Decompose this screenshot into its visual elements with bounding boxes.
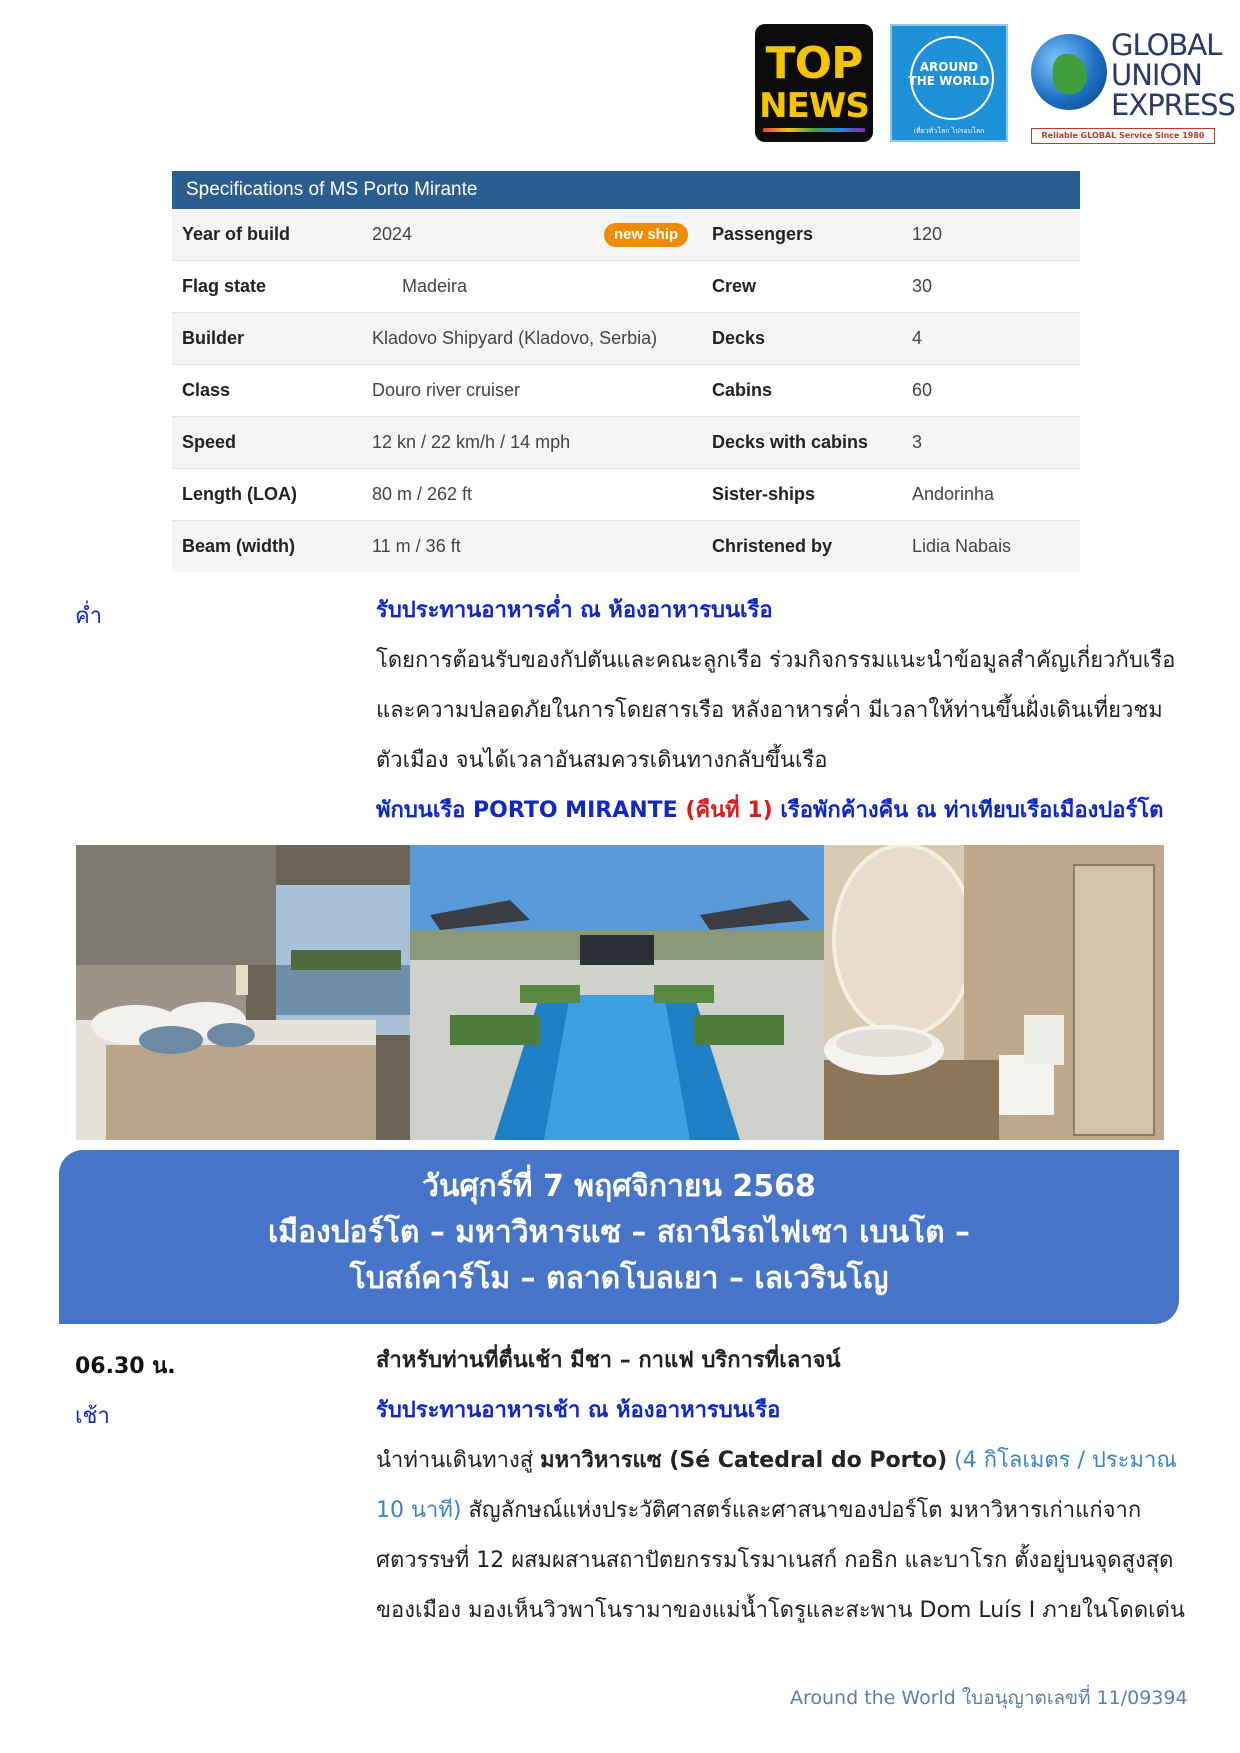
dinner-desc-line2: และความปลอดภัยในการโดยสารเรือ หลังอาหารค่ำ มีเวลาให้ท่านขึ้นฝั่งเดินเที่ยวชม	[376, 698, 1163, 723]
dinner-title: รับประทานอาหารค่ำ ณ ห้องอาหารบนเรือ	[376, 598, 773, 623]
spec-value: 120	[912, 224, 943, 244]
atw-logo-sub: เที่ยวทั่วโลก ไปรอบโลก	[913, 127, 985, 135]
cathedral-line4: ของเมือง มองเห็นวิวพาโนรามาของแม่น้ำโดรูและสะพาน Dom Luís I ภายในโดดเด่น	[376, 1598, 1185, 1623]
gue-logo-tagline: Reliable GLOBAL Service Since 1980	[1031, 128, 1215, 144]
time-label: 06.30 น.	[75, 1354, 176, 1379]
topnews-logo	[755, 24, 873, 142]
spec-value: 2024	[372, 224, 413, 244]
spec-label: Sister-ships	[712, 484, 816, 504]
spec-value: 60	[912, 380, 933, 400]
bathroom-photo	[824, 845, 1164, 1140]
spec-value: Andorinha	[912, 484, 995, 504]
spec-label: Passengers	[712, 224, 814, 244]
table-row	[172, 209, 1080, 261]
cabin-photo	[76, 845, 410, 1140]
cathedral-name: มหาวิหารแซ (Sé Catedral do Porto)	[540, 1448, 948, 1473]
spec-label: Beam (width)	[182, 536, 296, 556]
atw-logo-line2: THE WORLD	[908, 74, 990, 88]
breakfast-label: เช้า	[75, 1404, 110, 1429]
spec-label: Builder	[182, 328, 245, 348]
logo-bar	[755, 24, 1235, 144]
dinner-label: ค่ำ	[75, 604, 103, 629]
topnews-logo-line1: TOP	[765, 38, 863, 89]
table-row	[172, 313, 1080, 365]
spec-label: Crew	[712, 276, 757, 296]
gue-logo-line1: GLOBAL	[1111, 28, 1222, 62]
spec-label: Cabins	[712, 380, 773, 400]
cathedral-desc: สัญลักษณ์แห่งประวัติศาสตร์และศาสนาของปอร์โต มหาวิหารเก่าแก่จาก	[461, 1498, 1142, 1523]
overnight-night: (คืนที่ 1)	[685, 798, 773, 823]
pool-deck-photo	[410, 845, 824, 1140]
cathedral-line2	[376, 1486, 1176, 1536]
spec-label: Decks	[712, 328, 766, 348]
spec-value: Lidia Nabais	[912, 536, 1012, 556]
spec-value: 12 kn / 22 km/h / 14 mph	[372, 432, 571, 452]
overnight-place: เรือพักค้างคืน ณ ท่าเทียบเรือเมืองปอร์โต	[780, 798, 1164, 823]
topnews-logo-stripe	[763, 128, 865, 132]
spec-label: Year of build	[182, 224, 291, 244]
spec-value: 30	[912, 276, 933, 296]
day-banner-date: วันศุกร์ที่ 7 พฤศจิกายน 2568	[422, 1169, 816, 1204]
spec-label: Flag state	[182, 276, 267, 296]
spec-value: 80 m / 262 ft	[372, 484, 473, 504]
global-union-express-logo	[1027, 28, 1235, 144]
dinner-desc-line1: โดยการต้อนรับของกัปตันและคณะลูกเรือ ร่วมกิจกรรมแนะนำข้อมูลสำคัญเกี่ยวกับเรือ	[376, 648, 1176, 673]
day-banner	[59, 1150, 1179, 1324]
gue-logo-line2: UNION	[1111, 58, 1202, 92]
day-banner-route-1: เมืองปอร์โต – มหาวิหารแซ – สถานีรถไฟเซา เบนโต –	[267, 1215, 971, 1250]
table-row	[172, 417, 1080, 469]
gue-logo-line3: EXPRESS	[1111, 88, 1235, 122]
cathedral-distance: (4 กิโลเมตร / ประมาณ	[947, 1448, 1177, 1473]
spec-value: 11 m / 36 ft	[372, 536, 461, 556]
dinner-desc-line3: ตัวเมือง จนได้เวลาอันสมควรเดินทางกลับขึ้นเรือ	[376, 748, 828, 773]
spec-value: 3	[912, 432, 923, 452]
day-banner-route-2: โบสถ์คาร์โม – ตลาดโบลเยา – เลเวรินโญ	[349, 1261, 889, 1296]
spec-label: Christened by	[712, 536, 833, 556]
ship-photos	[76, 845, 1164, 1140]
table-row	[172, 261, 1080, 313]
globe-icon	[1031, 34, 1107, 110]
table-row	[172, 365, 1080, 417]
cathedral-lead: นำท่านเดินทางสู่	[376, 1448, 541, 1473]
spec-label: Length (LOA)	[182, 484, 297, 504]
cathedral-line3: ศตวรรษที่ 12 ผสมผสานสถาปัตยกรรมโรมาเนสก์ กอธิก และบาโรก ตั้งอยู่บนจุดสูงสุด	[376, 1548, 1174, 1573]
breakfast-title: รับประทานอาหารเช้า ณ ห้องอาหารบนเรือ	[376, 1398, 781, 1423]
spec-value: Kladovo Shipyard (Kladovo, Serbia)	[372, 328, 658, 348]
spec-value: Douro river cruiser	[372, 380, 521, 400]
topnews-logo-line2: NEWS	[759, 86, 869, 126]
cathedral-duration: 10 นาที)	[376, 1498, 462, 1523]
spec-value: 4	[912, 328, 923, 348]
overnight-line	[376, 786, 1176, 836]
morning-coffee-text: สำหรับท่านที่ตื่นเช้า มีชา – กาแฟ บริการที่เลาจน์	[376, 1348, 841, 1373]
atw-logo-line1: AROUND	[919, 60, 979, 74]
table-row	[172, 521, 1080, 572]
spec-label: Speed	[182, 432, 237, 452]
spec-label: Decks with cabins	[712, 432, 869, 452]
overnight-ship: พักบนเรือ PORTO MIRANTE	[376, 798, 678, 823]
spec-label: Class	[182, 380, 231, 400]
new-ship-badge: new ship	[604, 223, 688, 247]
cathedral-line1	[376, 1436, 1176, 1486]
spec-table-title: Specifications of MS Porto Mirante	[172, 171, 1080, 209]
footer-license: Around the World ใบอนุญาตเลขที่ 11/09394	[790, 1687, 1188, 1709]
around-the-world-logo	[890, 24, 1008, 142]
table-row	[172, 469, 1080, 521]
spec-value: Madeira	[402, 276, 468, 296]
spec-table	[172, 171, 1080, 572]
